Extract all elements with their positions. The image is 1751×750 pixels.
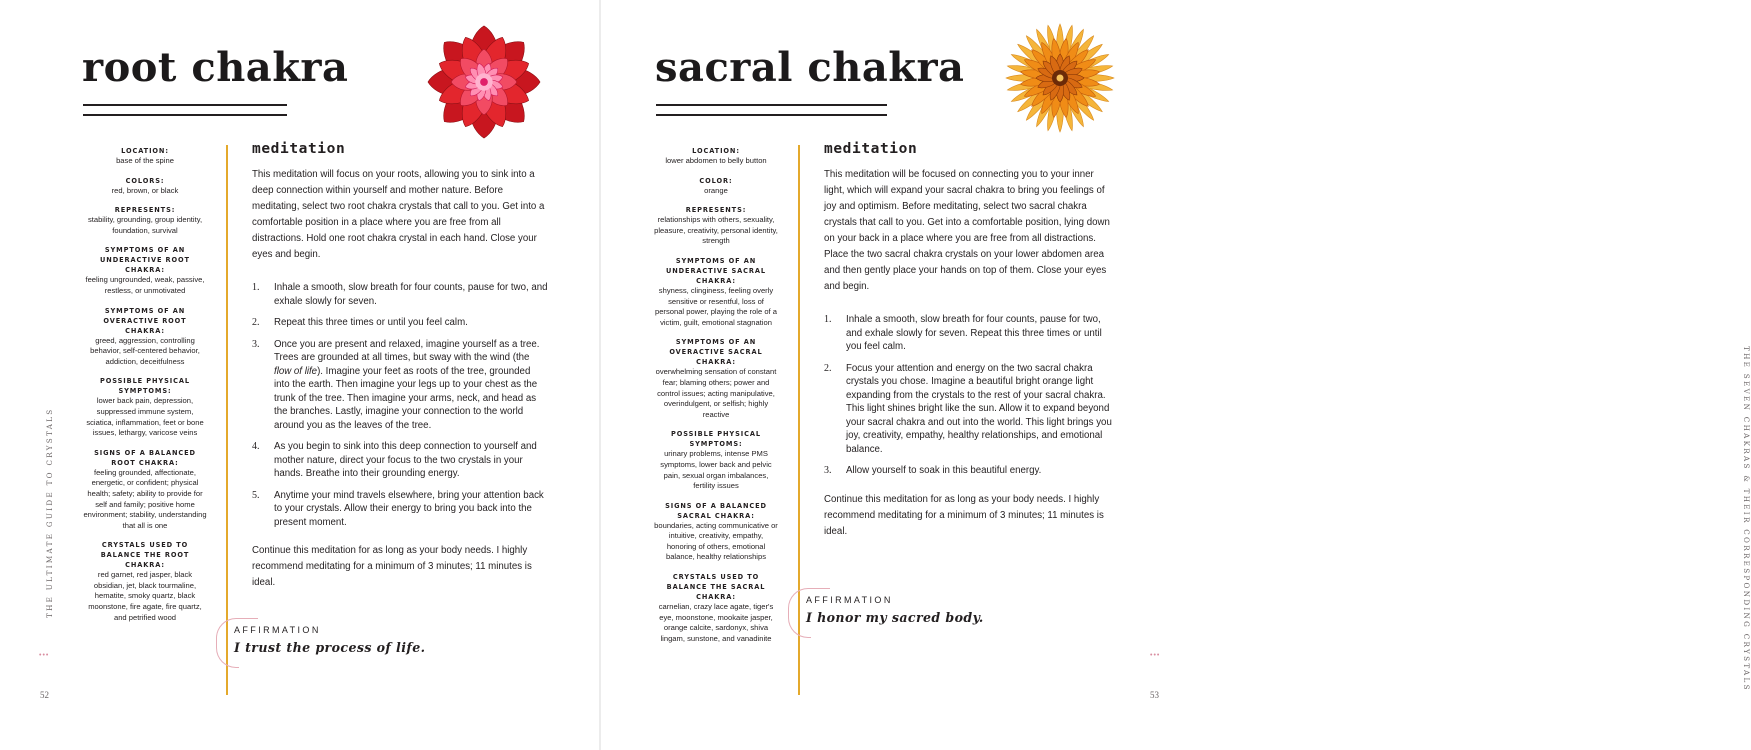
step-text: Inhale a smooth, slow breath for four counts, pause for two, and exhale slowly for seven. [274,282,548,307]
fact-heading: SYMPTOMS OF AN OVERACTIVE ROOT CHAKRA: [103,306,187,335]
step-number: 1. [252,282,260,293]
affirmation-label: AFFIRMATION [234,625,321,635]
step-number: 3. [252,338,260,350]
chakra-facts-sidebar [83,146,207,632]
step-text: As you begin to sink into this deep connection to yourself and mother nature, direct your focus to the two crystals in your hands. Breathe into their grounding energy. [274,441,537,479]
fact-body: orange [704,185,728,195]
fact-body: stability, grounding, group identity, foundation, survival [87,215,203,235]
affirmation-text: I honor my sacred body. [806,610,984,625]
fact-represents [654,205,778,247]
page-number: 52 [40,690,49,700]
fact-body: greed, aggression, controlling behavior, self-centered behavior, addiction, deceitfulness [90,335,200,366]
red-lotus-flower-icon [426,22,542,142]
affirmation-frame-line [236,618,258,619]
meditation-heading: meditation [252,141,346,157]
fact-heading: LOCATION: [692,147,740,155]
fact-heading: SYMPTOMS OF AN UNDERACTIVE ROOT CHAKRA: [100,246,190,275]
step-number: 4. [252,441,260,452]
fact-overactive [654,337,778,420]
list-item [824,464,1114,478]
fact-heading: LOCATION: [121,147,169,155]
fact-heading: POSSIBLE PHYSICAL SYMPTOMS: [671,430,761,449]
affirmation-box [788,588,988,636]
meditation-section [252,141,548,591]
step-text: Focus your attention and energy on the two sacral chakra crystals you chose. Imagine a beautiful bright orange light expanding from the crystals to the rest of your sacral chakra. This light shines bright like the sun. Allow it to expand beyond your sacral chakra and out into the world. This light brings you joy, creativity, empathy, healthy relationships, and emotional balance. [846,362,1112,455]
accent-divider [226,145,228,695]
fact-color [654,176,778,197]
title-underline [83,104,287,116]
title-underline [656,104,887,116]
fact-body: carnelian, crazy lace agate, tiger's eye, moonstone, mookaite jasper, orange calcite, sardonyx, shiva lingam, sunstone, and vanadinite [658,602,774,643]
meditation-steps [824,313,1114,478]
ornament-dots-icon: ••• [1150,652,1161,659]
list-item [252,338,548,433]
meditation-outro: Continue this meditation for as long as your body needs. I highly recommend meditating for a minimum of 3 minutes; 11 minutes is ideal. [824,493,1104,537]
fact-body: lower abdomen to belly button [665,156,767,165]
left-page [0,0,600,750]
meditation-section [824,141,1114,540]
step-text: Anytime your mind travels elsewhere, bring your attention back to your crystals. Allow their energy to bring you back into the present moment. [274,489,544,528]
fact-body: urinary problems, intense PMS symptoms, lower back and pelvic pain, sexual organ imbalances, fertility issues [660,449,772,491]
meditation-intro: This meditation will focus on your roots, allowing you to sink into a deep connection within yourself and mother nature. Before meditating, select two root chakra crystals that call to you. Get into a comfortable position in a place where you are free from all distractions. Hold one root chakra crystal in each hand. Close your eyes and begin. [252,169,545,260]
fact-location [83,146,207,167]
fact-physical-symptoms [83,376,207,438]
fact-heading: SIGNS OF A BALANCED ROOT CHAKRA: [94,448,196,467]
fact-body: feeling grounded, affectionate, energetic, or confident; physical health; safety; ability to provide for self and family; positive home environment; stability, understanding that all is one [83,467,207,530]
fact-body: red, brown, or black [111,185,179,195]
fact-crystals [654,572,778,644]
affirmation-text: I trust the process of life. [234,640,426,655]
fact-body: boundaries, acting communicative or intuitive, creativity, empathy, honoring of others, emotional balance, healthy relationships [654,520,778,562]
list-item [252,440,548,481]
fact-body: red garnet, red jasper, black obsidian, jet, black tourmaline, hematite, smoky quartz, black moonstone, fire agate, fire quartz, and petrified wood [88,570,202,622]
fact-body: overwhelming sensation of constant fear; blaming others; power and control issues; acting manipulative, overindulgent, or selfish; highly reactive [655,367,777,419]
step-number: 2. [252,317,260,328]
fact-heading: POSSIBLE PHYSICAL SYMPTOMS: [100,377,190,396]
ornament-dots-icon: ••• [39,652,50,659]
fact-heading: REPRESENTS: [685,206,747,215]
step-text: Once you are present and relaxed, imagine yourself as a tree. Trees are grounded at all times, but sway with the wind (the [274,338,540,363]
fact-heading: COLORS: [125,176,165,185]
fact-heading: CRYSTALS USED TO BALANCE THE ROOT CHAKRA: [100,541,190,570]
step-text-italic: flow of life [274,365,318,377]
fact-heading: SIGNS OF A BALANCED SACRAL CHAKRA: [665,501,767,520]
page-title: sacral chakra [655,44,965,91]
page-title: root chakra [82,44,349,91]
list-item [824,313,1114,354]
running-head: THE ULTIMATE GUIDE TO CRYSTALS [45,407,54,618]
fact-body: relationships with others, sexuality, pleasure, creativity, personal identity, strength [654,215,778,246]
meditation-steps [252,281,548,529]
step-number: 3. [824,465,832,476]
fact-underactive [654,256,778,328]
fact-body: feeling ungrounded, weak, passive, restless, or unmotivated [85,275,205,295]
step-number: 1. [824,314,832,325]
fact-balanced-signs [83,448,207,532]
step-text: Allow yourself to soak in this beautiful energy. [846,465,1042,476]
meditation-heading: meditation [824,141,918,157]
page-number: 53 [1150,690,1159,700]
right-page [600,0,1751,750]
fact-heading: SYMPTOMS OF AN UNDERACTIVE SACRAL CHAKRA: [666,256,766,285]
chakra-facts-sidebar [654,146,778,653]
fact-body: lower back pain, depression, suppressed immune system, sciatica, inflammation, feet or bone issues, lethargy, varicose veins [86,396,204,438]
step-text: Repeat this three times or until you feel calm. [274,317,468,328]
affirmation-label: AFFIRMATION [806,595,893,605]
fact-heading: CRYSTALS USED TO BALANCE THE SACRAL CHAKRA: [666,573,766,602]
running-head: THE SEVEN CHAKRAS & THEIR CORRESPONDING CRYSTALS [1742,346,1751,692]
affirmation-frame-line [808,588,830,589]
fact-represents [83,205,207,236]
fact-crystals [83,540,207,623]
fact-heading: COLOR: [699,176,733,185]
step-text: Inhale a smooth, slow breath for four counts, pause for two, and exhale slowly for seven. Repeat this three times or until you feel calm. [846,314,1102,352]
fact-location [654,146,778,167]
step-number: 5. [252,489,260,501]
fact-heading: REPRESENTS: [114,206,176,215]
list-item [252,489,548,530]
list-item [252,316,548,330]
meditation-outro: Continue this meditation for as long as your body needs. I highly recommend meditating for a minimum of 3 minutes; 11 minutes is ideal. [252,545,532,588]
list-item [824,362,1114,457]
list-item [252,281,548,308]
fact-balanced-signs [654,501,778,563]
orange-sunburst-flower-icon [1002,22,1118,134]
step-number: 2. [824,362,832,374]
affirmation-box [216,618,426,666]
fact-colors [83,176,207,197]
fact-heading: SYMPTOMS OF AN OVERACTIVE SACRAL CHAKRA: [669,338,763,367]
fact-overactive [83,306,207,368]
fact-body: shyness, clinginess, feeling overly sensitive or resentful, loss of personal power, playing the role of a victim, guilt, emotional stagnation [654,285,777,327]
fact-physical-symptoms [654,429,778,491]
fact-underactive [83,245,207,296]
step-text: ). Imagine your feet as roots of the tree, grounded into the earth. Then imagine your legs up to your chest as the trunk of the tree. Then imagine your arms, neck, and head as the branches. Lastly, imagine your connection to the world around you as the leaves of the tree. [274,365,538,431]
meditation-intro: This meditation will be focused on connecting you to your inner light, which will expand your sacral chakra to bring you feelings of joy and optimism. Before meditating, select two sacral chakra crystals that call to you. Get into a comfortable position, lying down on your back in a place where you are free from all distractions. Place the two sacral chakra crystals on your lower abdomen area and then gently place your hands on top of them. Close your eyes and begin. [824,169,1110,292]
fact-body: base of the spine [116,156,174,165]
